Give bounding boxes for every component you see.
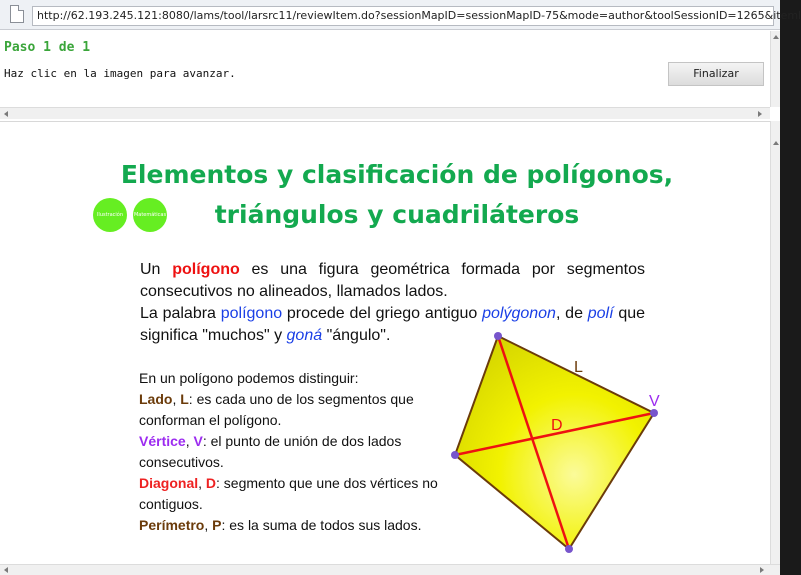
term-poli: polí <box>587 305 614 322</box>
quadrilateral-shape <box>455 336 654 549</box>
url-field[interactable]: http://62.193.245.121:8080/lams/tool/larsrc11/reviewItem.do?sessionMapID=sessionMapID-75&mode=author&toolSessionID=1265&iteml <box>32 6 774 26</box>
header-vertical-scrollbar[interactable] <box>770 31 780 107</box>
label-D: D <box>551 417 563 434</box>
scroll-left-icon[interactable] <box>4 567 8 573</box>
list-item-diagonal: Diagonal, D: segmento que une dos vértices no contiguos. <box>139 475 438 512</box>
activity-header <box>0 31 770 107</box>
vertex-dot <box>650 409 658 417</box>
scroll-up-icon[interactable] <box>773 141 779 145</box>
label-L: L <box>574 359 583 376</box>
content-frame[interactable] <box>0 121 770 564</box>
page-title-line1: Elementos y clasificación de polígonos, <box>120 160 674 189</box>
list-intro: En un polígono podemos distinguir: <box>139 370 359 386</box>
scroll-right-icon[interactable] <box>760 567 764 573</box>
badge-math-icon: Matemáticas <box>133 198 167 232</box>
vertex-dot <box>451 451 459 459</box>
address-bar <box>0 0 801 30</box>
elements-list <box>139 368 439 536</box>
term-polygonon: polýgonon <box>482 305 556 322</box>
term-gona: goná <box>286 327 323 344</box>
page-title-line2: triángulos y cuadriláteros <box>214 200 580 229</box>
list-item-vertice: Vértice, V: el punto de unión de dos lados consecutivos. <box>139 433 402 470</box>
content-vertical-scrollbar[interactable] <box>770 121 780 564</box>
list-item-perimetro: Perímetro, P: es la suma de todos sus lados. <box>139 517 422 533</box>
polygon-figure[interactable] <box>430 312 690 562</box>
vertex-dot <box>494 332 502 340</box>
label-V: V <box>649 393 660 410</box>
scroll-up-icon[interactable] <box>773 35 779 39</box>
definition-paragraph: Un polígono es una figura geométrica formada por segmentos consecutivos no alineados, llamados lados. La palabra polígono procede del griego antiguo polýgonon, de polí que significa "muchos" y goná "ángulo". <box>140 261 646 344</box>
vertex-dot <box>565 545 573 553</box>
page-icon <box>10 5 24 23</box>
instruction-text: Haz clic en la imagen para avanzar. <box>4 67 236 80</box>
badge-illustration-icon: Ilustración matemáticas <box>93 198 127 232</box>
step-indicator: Paso 1 de 1 <box>4 40 91 55</box>
scroll-right-icon[interactable] <box>758 111 762 117</box>
term-poligono: polígono <box>172 261 240 278</box>
list-item-lado: Lado, L: es cada uno de los segmentos que conforman el polígono. <box>139 391 414 428</box>
scroll-left-icon[interactable] <box>4 111 8 117</box>
finish-button[interactable]: Finalizar <box>668 62 764 86</box>
term-poligono-2: polígono <box>220 305 283 322</box>
content-horizontal-scrollbar[interactable] <box>0 564 780 575</box>
header-horizontal-scrollbar[interactable] <box>0 107 770 119</box>
